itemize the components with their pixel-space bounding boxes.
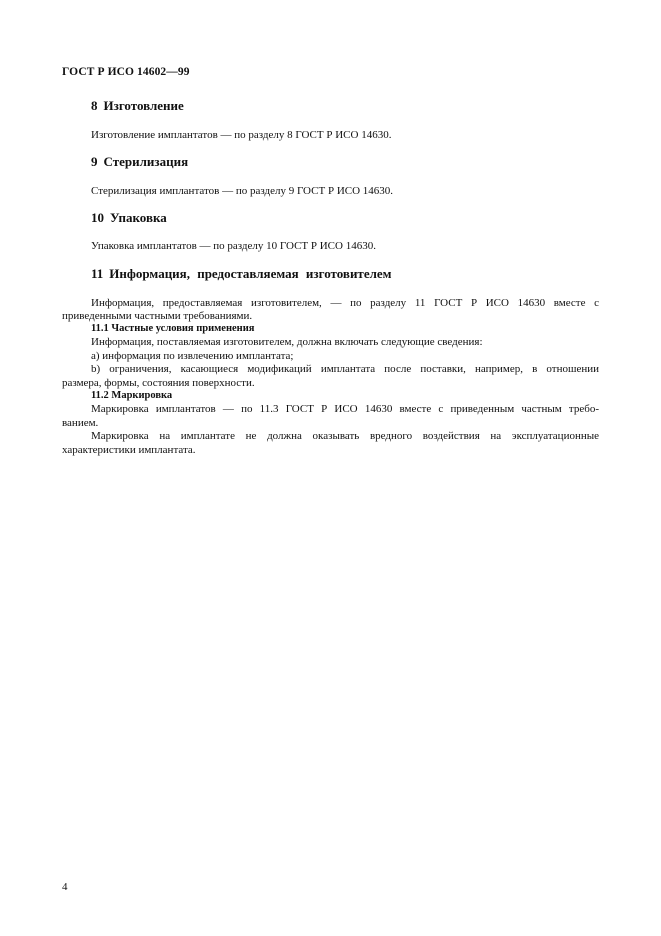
- section-8-text: Изготовление имплантатов — по разделу 8 ГОСТ Р ИСО 14630.: [91, 129, 392, 141]
- section-11-para1-line2: приведенными частными требованиями.: [62, 310, 253, 322]
- section-11-heading: [91, 266, 392, 282]
- section-9-heading: [91, 154, 188, 170]
- section-10-heading: [91, 210, 167, 226]
- subsection-11-1-item-b-line1: b) ограничения, касающиеся модификаций имплантата после поставки, например, в отношении: [91, 363, 599, 375]
- section-9-number: 9: [91, 154, 98, 169]
- document-code-header: ГОСТ Р ИСО 14602—99: [62, 66, 190, 78]
- section-11-title: Информация, предоставляемая изготовителем: [109, 266, 392, 281]
- subsection-11-1-intro: Информация, поставляемая изготовителем, должна включать следующие сведения:: [91, 336, 483, 348]
- section-10-number: 10: [91, 210, 104, 225]
- section-8-title: Изготовление: [103, 98, 184, 113]
- subsection-11-1-item-b-line2: размера, формы, состояния поверхности.: [62, 377, 255, 389]
- section-9-text: Стерилизация имплантатов — по разделу 9 ГОСТ Р ИСО 14630.: [91, 185, 394, 197]
- section-9-title: Стерилизация: [103, 154, 189, 169]
- section-8-heading: [91, 98, 184, 114]
- section-8-number: 8: [91, 98, 98, 113]
- subsection-11-2-para1-line1: Маркировка имплантатов — по 11.3 ГОСТ Р ИСО 14630 вместе с приведенным частным требо-: [91, 403, 599, 415]
- subsection-11-1-title: 11.1 Частные условия применения: [91, 323, 255, 334]
- section-11-para1-line1: Информация, предоставляемая изготовителем, — по разделу 11 ГОСТ Р ИСО 14630 вместе с: [91, 297, 599, 309]
- subsection-11-2-para1-line2: ванием.: [62, 417, 99, 429]
- section-10-title: Упаковка: [110, 210, 167, 225]
- subsection-11-2-title: 11.2 Маркировка: [91, 390, 173, 401]
- page-number: 4: [62, 881, 68, 893]
- section-11-number: 11: [91, 266, 104, 281]
- section-10-text: Упаковка имплантатов — по разделу 10 ГОСТ Р ИСО 14630.: [91, 240, 376, 252]
- subsection-11-1-item-a: а) информация по извлечению имплантата;: [91, 350, 294, 362]
- subsection-11-2-para2-line1: Маркировка на имплантате не должна оказывать вредного воздействия на эксплуатационные: [91, 430, 599, 442]
- subsection-11-2-para2-line2: характеристики имплантата.: [62, 444, 196, 456]
